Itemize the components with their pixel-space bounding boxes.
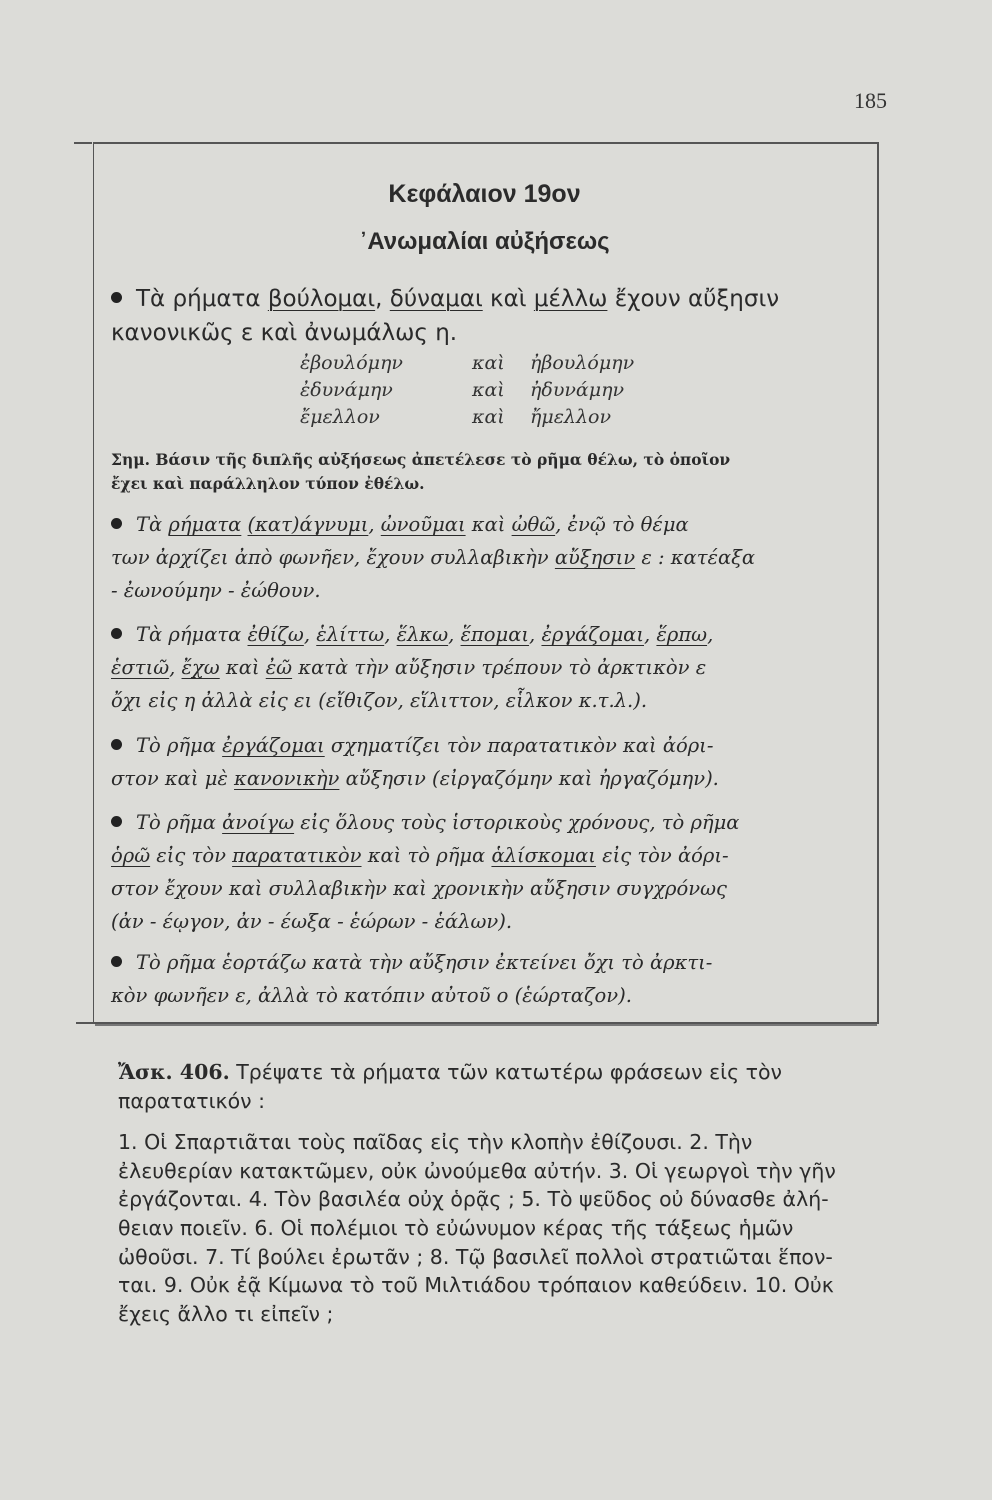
rule-3-line-3: ὄχι εἰς η ἀλλὰ εἰς ει (εἴθιζον, εἵλιττον, εἷλκον κ.τ.λ.). <box>111 689 648 712</box>
rule-6-line-1: Τὸ ρῆμα ἑορτάζω κατὰ τὴν αὔξησιν ἐκτείνει ὄχι τὸ ἀρκτι- <box>111 946 873 979</box>
bullet-icon <box>111 739 122 750</box>
rule-6 <box>111 946 873 1012</box>
exercise-label: Ἄσκ. 406. <box>118 1060 230 1084</box>
sentence-line: θειαν ποιεῖν. 6. Οἱ πολέμιοι τὸ εὐώνυμον κέρας τῆς τάξεως ἡμῶν <box>118 1216 794 1241</box>
rule-4-line-1: Τὸ ρῆμα ἐργάζομαι σχηματίζει τὸν παρατατικὸν καὶ ἀόρι- <box>111 729 873 762</box>
exercise-line-1: Ἄσκ. 406. Τρέψατε τὰ ρήματα τῶν κατωτέρω φράσεων εἰς τὸν <box>118 1060 783 1084</box>
rule-5-line-4: (ἀν - έῳγον, ἀν - έωξα - ἑώρων - ἑάλων). <box>111 910 513 933</box>
page-number: 185 <box>854 88 887 113</box>
chapter-title: Κεφάλαιον 19ον <box>388 180 581 208</box>
sentence-line: ται. 9. Οὐκ ἐᾷ Κίμωνα τὸ τοῦ Μιλτιάδου τρόπαιον καθεύδειν. 10. Οὐκ <box>118 1273 834 1298</box>
rule-3-line-2: ἑστιῶ, ἔχω καὶ ἐῶ κατὰ τὴν αὔξησιν τρέπουν τὸ ἀρκτικὸν ε <box>111 656 707 679</box>
exercise-line-2: παρατατικόν : <box>118 1089 266 1113</box>
sentence-line: ὠθοῦσι. 7. Τί βούλει ἐρωτᾶν ; 8. Τῷ βασιλεῖ πολλοὶ στρατιῶται ἕπον- <box>118 1244 833 1269</box>
rule-2-line-2: των ἀρχίζει ἀπὸ φωνῆεν, ἔχουν συλλαβικὴν αὔξησιν ε : κατέαξα <box>111 546 756 569</box>
bullet-icon <box>111 518 122 529</box>
sentence-line: 1. Οἱ Σπαρτιᾶται τοὺς παῖδας εἰς τὴν κλοπὴν ἐθίζουσι. 2. Τὴν <box>118 1130 753 1154</box>
exercise-heading <box>118 1058 876 1116</box>
rule-2 <box>111 508 873 607</box>
sentence-line: ἐργάζονται. 4. Τὸν βασιλέα οὐχ ὁρᾷς ; 5. Τὸ ψεῦδος οὐ δύνασθε ἀλή- <box>118 1187 829 1212</box>
rule-1-line-1: Τὰ ρήματα βούλομαι, δύναμαι καὶ μέλλω ἔχουν αὔξησιν <box>111 282 871 316</box>
rule-1 <box>111 282 871 350</box>
box-top-extension <box>74 142 92 144</box>
rule-2-line-3: - ἐωνούμην - ἐώθουν. <box>111 579 321 602</box>
rule-6-line-2: κὸν φωνῆεν ε, ἀλλὰ τὸ κατόπιν αὐτοῦ ο (ἑώρταζον). <box>111 984 632 1007</box>
rule-2-line-1: Τὰ ρήματα (κατ)άγνυμι, ὠνοῦμαι καὶ ὠθῶ, ἐνῷ τὸ θέμα <box>111 508 873 541</box>
sentence-line: ἐλευθερίαν κατακτῶμεν, οὐκ ὠνούμεθα αὐτήν. 3. Οἱ γεωργοὶ τὴν γῆν <box>118 1158 836 1183</box>
rule-4-line-2: στον καὶ μὲ κανονικὴν αὔξησιν (εἰργαζόμην καὶ ἠργαζόμην). <box>111 767 719 790</box>
chapter-subtitle: ᾿Ανωμαλίαι αὐξήσεως <box>359 228 610 255</box>
sentence-line: ἔχεις ἄλλο τι εἰπεῖν ; <box>118 1302 334 1327</box>
exercise-sentences <box>118 1128 876 1329</box>
box-bottom-extension <box>76 1022 94 1024</box>
rule-4 <box>111 729 873 795</box>
rule-3 <box>111 618 873 717</box>
bullet-icon <box>111 956 122 967</box>
rule-1-line-2: κανονικῶς ε καὶ ἀνωμάλως η. <box>111 320 458 346</box>
bullet-icon <box>111 628 122 639</box>
note-line-1: Σημ. Βάσιν τῆς διπλῆς αὐξήσεως ἀπετέλεσε τὸ ρῆμα θέλω, τὸ ὁποῖον <box>111 450 731 469</box>
verb-form-row: ἐδυνάμην καὶ ἠδυνάμην <box>300 379 625 401</box>
rule-5-line-2: ὁρῶ εἰς τὸν παρατατικὸν καὶ τὸ ρῆμα ἁλίσκομαι εἰς τὸν ἀόρι- <box>111 844 729 867</box>
verb-forms-table <box>300 350 634 431</box>
verb-form-row: ἔμελλον καὶ ἤμελλον <box>300 406 612 428</box>
rule-5 <box>111 806 873 938</box>
note-line-2: ἔχει καὶ παράλληλον τύπον ἐθέλω. <box>111 474 425 493</box>
bullet-icon <box>111 292 122 303</box>
verb-form-row: ἐβουλόμην καὶ ἠβουλόμην <box>300 352 635 374</box>
rule-3-line-1: Τὰ ρήματα ἐθίζω, ἑλίττω, ἕλκω, ἕπομαι, ἐργάζομαι, ἕρπω, <box>111 618 873 651</box>
rule-5-line-1: Τὸ ρῆμα ἀνοίγω εἰς ὅλους τοὺς ἱστορικοὺς χρόνους, τὸ ρῆμα <box>111 806 873 839</box>
rule-5-line-3: στον ἔχουν καὶ συλλαβικὴν καὶ χρονικὴν αὔξησιν συγχρόνως <box>111 877 727 900</box>
bullet-icon <box>111 816 122 827</box>
note <box>111 448 871 496</box>
